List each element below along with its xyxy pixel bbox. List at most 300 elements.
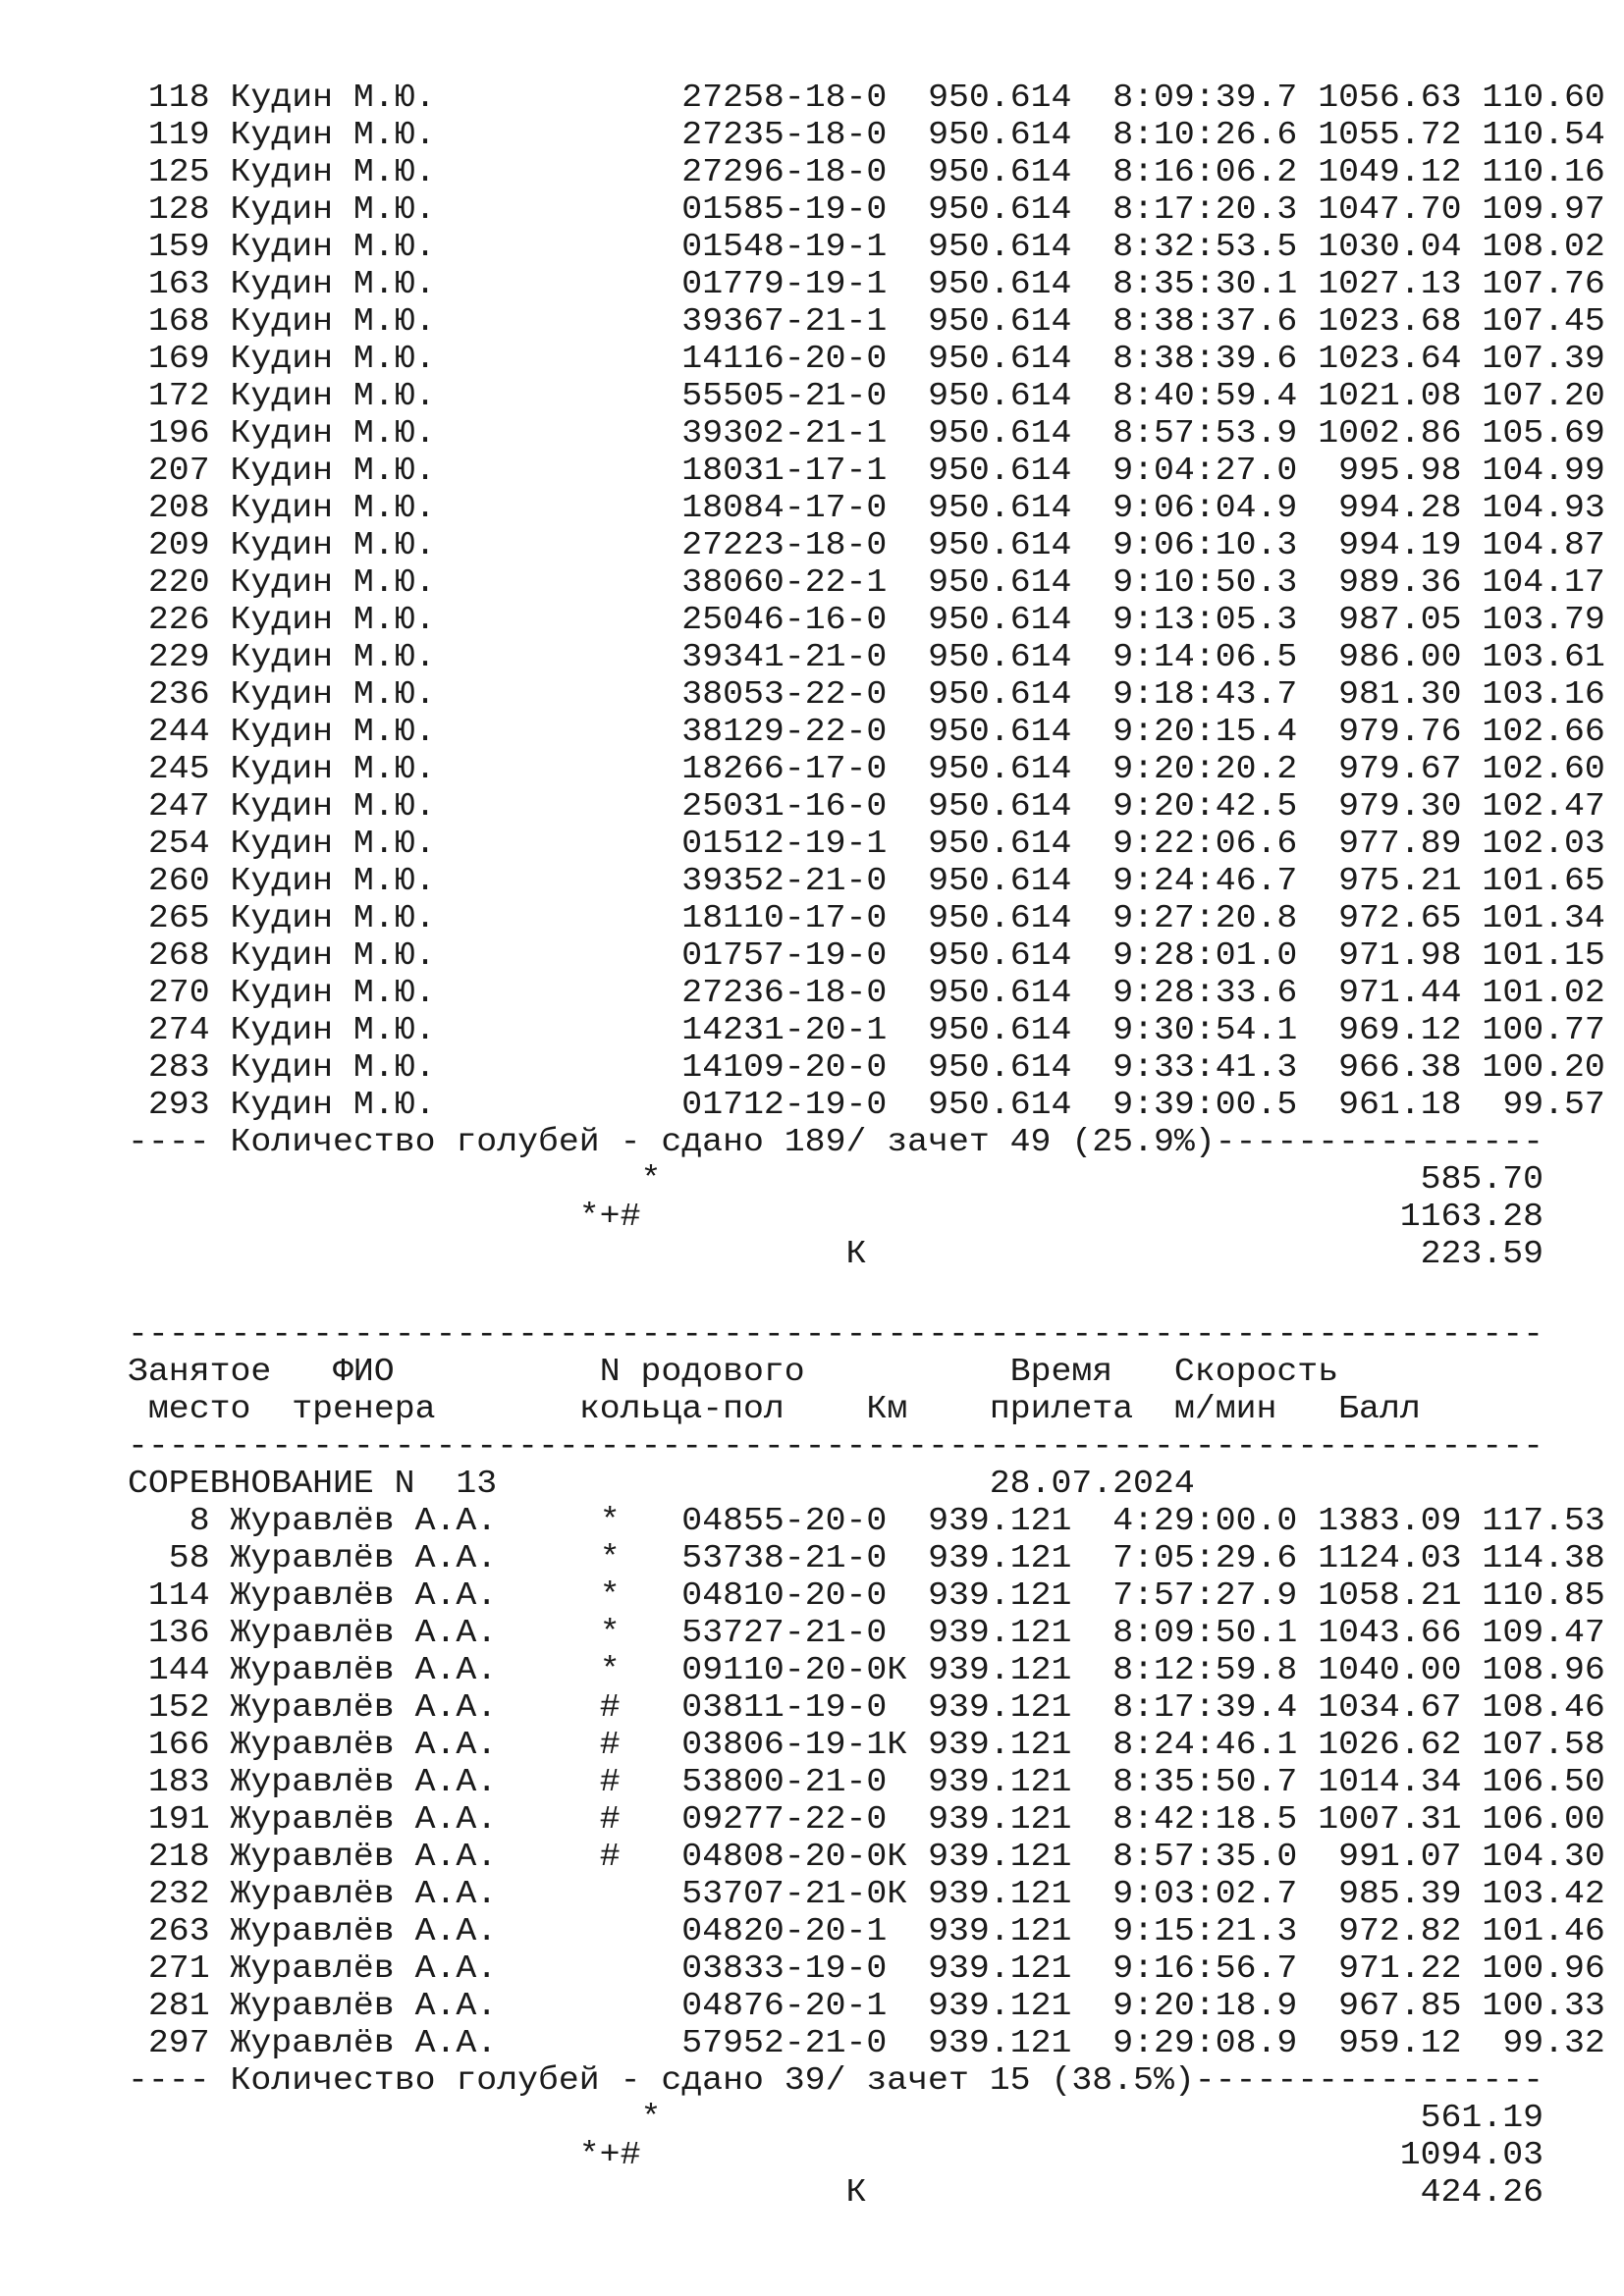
table-row — [128, 190, 1605, 228]
arrival-time-cell: 9:16:56.7 — [1112, 1949, 1298, 1987]
score-cell: 108.46 — [1482, 1688, 1605, 1726]
distance-cell: 950.614 — [928, 638, 1072, 675]
table-row — [128, 1086, 1605, 1123]
table-row — [128, 452, 1605, 489]
ring-number-cell: 18266-17-0 — [681, 750, 908, 787]
trainer-name-cell: Журавлёв А.А. — [230, 1763, 518, 1800]
distance-cell: 950.614 — [928, 1048, 1072, 1086]
place-cell: 152 — [128, 1688, 210, 1726]
table-row — [128, 750, 1605, 787]
trainer-name-cell: Кудин М.Ю. — [230, 190, 518, 228]
score-cell: 105.69 — [1482, 414, 1605, 452]
trainer-name-cell: Журавлёв А.А. — [230, 1838, 518, 1875]
speed-cell: 1058.21 — [1318, 1576, 1462, 1614]
score-cell: 103.79 — [1482, 601, 1605, 638]
table-row — [128, 1614, 1605, 1651]
trainer-name-cell: Журавлёв А.А. — [230, 1576, 518, 1614]
arrival-time-cell: 8:24:46.1 — [1112, 1726, 1298, 1763]
ring-number-cell: 03811-19-0 — [681, 1688, 908, 1726]
ring-number-cell: 53727-21-0 — [681, 1614, 908, 1651]
speed-cell: 971.44 — [1318, 974, 1462, 1011]
score-cell: 104.17 — [1482, 563, 1605, 601]
score-cell: 117.53 — [1482, 1502, 1605, 1539]
speed-cell: 1007.31 — [1318, 1800, 1462, 1838]
distance-cell: 939.121 — [928, 1576, 1072, 1614]
score-cell: 102.03 — [1482, 825, 1605, 862]
arrival-time-cell: 9:03:02.7 — [1112, 1875, 1298, 1912]
distance-cell: 950.614 — [928, 340, 1072, 377]
score-cell: 100.33 — [1482, 1987, 1605, 2024]
total-line — [128, 2136, 1543, 2173]
distance-cell: 950.614 — [928, 899, 1072, 936]
score-cell: 104.30 — [1482, 1838, 1605, 1875]
ring-number-cell: 38129-22-0 — [681, 713, 908, 750]
distance-cell: 939.121 — [928, 1688, 1072, 1726]
place-cell: 118 — [128, 79, 210, 116]
mark-cell: * — [599, 1502, 621, 1539]
distance-cell: 939.121 — [928, 1651, 1072, 1688]
table-row — [128, 1011, 1605, 1048]
speed-cell: 1034.67 — [1318, 1688, 1462, 1726]
header-speed-2: м/мин — [1173, 1390, 1277, 1427]
summary-line: ---- Количество голубей - сдано 39/ зачет 15 (38.5%)----------------- — [128, 2061, 1544, 2099]
trainer-name-cell: Кудин М.Ю. — [230, 452, 518, 489]
speed-cell: 977.89 — [1318, 825, 1462, 862]
place-cell: 172 — [128, 377, 210, 414]
place-cell: 8 — [128, 1502, 210, 1539]
header-score: Балл — [1338, 1390, 1421, 1427]
table-row — [128, 1048, 1605, 1086]
table-row — [128, 414, 1605, 452]
arrival-time-cell: 8:17:39.4 — [1112, 1688, 1298, 1726]
speed-cell: 1056.63 — [1318, 79, 1462, 116]
trainer-name-cell: Журавлёв А.А. — [230, 1539, 518, 1576]
speed-cell: 1040.00 — [1318, 1651, 1462, 1688]
distance-cell: 939.121 — [928, 1949, 1072, 1987]
header-speed: Скорость — [1173, 1353, 1339, 1390]
ring-number-cell: 01585-19-0 — [681, 190, 908, 228]
mark-cell: # — [599, 1800, 621, 1838]
table-row — [128, 2024, 1605, 2061]
table-row — [128, 1688, 1605, 1726]
trainer-name-cell: Кудин М.Ю. — [230, 1086, 518, 1123]
arrival-time-cell: 9:24:46.7 — [1112, 862, 1298, 899]
ring-number-cell: 53800-21-0 — [681, 1763, 908, 1800]
score-cell: 101.34 — [1482, 899, 1605, 936]
trainer-name-cell: Кудин М.Ю. — [230, 526, 518, 563]
place-cell: 270 — [128, 974, 210, 1011]
place-cell: 218 — [128, 1838, 210, 1875]
distance-cell: 939.121 — [928, 1912, 1072, 1949]
distance-cell: 950.614 — [928, 787, 1072, 825]
place-cell: 136 — [128, 1614, 210, 1651]
distance-cell: 950.614 — [928, 1011, 1072, 1048]
arrival-time-cell: 9:28:33.6 — [1112, 974, 1298, 1011]
mark-cell: * — [599, 1651, 621, 1688]
speed-cell: 975.21 — [1318, 862, 1462, 899]
place-cell: 58 — [128, 1539, 210, 1576]
arrival-time-cell: 8:40:59.4 — [1112, 377, 1298, 414]
arrival-time-cell: 8:10:26.6 — [1112, 116, 1298, 153]
speed-cell: 1124.03 — [1318, 1539, 1462, 1576]
arrival-time-cell: 9:06:10.3 — [1112, 526, 1298, 563]
ring-number-cell: 53738-21-0 — [681, 1539, 908, 1576]
distance-cell: 950.614 — [928, 1086, 1072, 1123]
arrival-time-cell: 9:18:43.7 — [1112, 675, 1298, 713]
trainer-name-cell: Кудин М.Ю. — [230, 936, 518, 974]
table-row — [128, 1875, 1605, 1912]
total-value: 585.70 — [1420, 1160, 1544, 1198]
ring-number-cell: 39302-21-1 — [681, 414, 908, 452]
total-symbol: * — [640, 2099, 662, 2136]
distance-cell: 950.614 — [928, 452, 1072, 489]
score-cell: 109.47 — [1482, 1614, 1605, 1651]
score-cell: 101.15 — [1482, 936, 1605, 974]
table-row — [128, 899, 1605, 936]
distance-cell: 950.614 — [928, 526, 1072, 563]
speed-cell: 1027.13 — [1318, 265, 1462, 302]
trainer-name-cell: Кудин М.Ю. — [230, 116, 518, 153]
total-value: 561.19 — [1420, 2099, 1544, 2136]
mark-cell: * — [599, 1539, 621, 1576]
arrival-time-cell: 4:29:00.0 — [1112, 1502, 1298, 1539]
table-row — [128, 1838, 1605, 1875]
distance-cell: 939.121 — [928, 1726, 1072, 1763]
arrival-time-cell: 8:57:35.0 — [1112, 1838, 1298, 1875]
place-cell: 245 — [128, 750, 210, 787]
speed-cell: 979.30 — [1318, 787, 1462, 825]
distance-cell: 950.614 — [928, 713, 1072, 750]
ring-number-cell: 25046-16-0 — [681, 601, 908, 638]
distance-cell: 950.614 — [928, 936, 1072, 974]
speed-cell: 971.22 — [1318, 1949, 1462, 1987]
competition-date: 28.07.2024 — [989, 1465, 1195, 1502]
total-line — [128, 1160, 1543, 1198]
trainer-name-cell: Кудин М.Ю. — [230, 862, 518, 899]
place-cell: 254 — [128, 825, 210, 862]
place-cell: 168 — [128, 302, 210, 340]
speed-cell: 1026.62 — [1318, 1726, 1462, 1763]
distance-cell: 950.614 — [928, 265, 1072, 302]
ring-number-cell: 04820-20-1 — [681, 1912, 908, 1949]
trainer-name-cell: Кудин М.Ю. — [230, 340, 518, 377]
summary-line: ---- Количество голубей - сдано 189/ зачет 49 (25.9%)---------------- — [128, 1123, 1544, 1160]
score-cell: 103.42 — [1482, 1875, 1605, 1912]
table-row — [128, 1912, 1605, 1949]
table-row — [128, 862, 1605, 899]
table-row — [128, 825, 1605, 862]
column-header-row-2 — [128, 1390, 1421, 1427]
trainer-name-cell: Кудин М.Ю. — [230, 489, 518, 526]
distance-cell: 950.614 — [928, 377, 1072, 414]
ring-number-cell: 01512-19-1 — [681, 825, 908, 862]
distance-cell: 950.614 — [928, 228, 1072, 265]
distance-cell: 950.614 — [928, 974, 1072, 1011]
place-cell: 268 — [128, 936, 210, 974]
speed-cell: 1014.34 — [1318, 1763, 1462, 1800]
header-time: Время — [1009, 1353, 1113, 1390]
score-cell: 100.96 — [1482, 1949, 1605, 1987]
place-cell: 119 — [128, 116, 210, 153]
place-cell: 265 — [128, 899, 210, 936]
distance-cell: 950.614 — [928, 601, 1072, 638]
ring-number-cell: 53707-21-0К — [681, 1875, 908, 1912]
table-row — [128, 601, 1605, 638]
ring-number-cell: 25031-16-0 — [681, 787, 908, 825]
place-cell: 209 — [128, 526, 210, 563]
trainer-name-cell: Кудин М.Ю. — [230, 302, 518, 340]
trainer-name-cell: Кудин М.Ю. — [230, 563, 518, 601]
speed-cell: 967.85 — [1318, 1987, 1462, 2024]
arrival-time-cell: 9:20:18.9 — [1112, 1987, 1298, 2024]
distance-cell: 950.614 — [928, 825, 1072, 862]
total-line — [128, 1198, 1543, 1235]
speed-cell: 1055.72 — [1318, 116, 1462, 153]
separator-line: --------------------------------------------------------------------- — [128, 1315, 1544, 1353]
arrival-time-cell: 9:04:27.0 — [1112, 452, 1298, 489]
trainer-name-cell: Кудин М.Ю. — [230, 787, 518, 825]
trainer-name-cell: Журавлёв А.А. — [230, 1688, 518, 1726]
trainer-name-cell: Журавлёв А.А. — [230, 1875, 518, 1912]
mark-cell: # — [599, 1726, 621, 1763]
speed-cell: 991.07 — [1318, 1838, 1462, 1875]
arrival-time-cell: 8:32:53.5 — [1112, 228, 1298, 265]
place-cell: 244 — [128, 713, 210, 750]
distance-cell: 939.121 — [928, 1763, 1072, 1800]
header-time-2: прилета — [989, 1390, 1134, 1427]
arrival-time-cell: 7:05:29.6 — [1112, 1539, 1298, 1576]
competition-title — [128, 1465, 1195, 1502]
trainer-name-cell: Кудин М.Ю. — [230, 228, 518, 265]
trainer-name-cell: Журавлёв А.А. — [230, 1726, 518, 1763]
header-place-2: место — [147, 1390, 251, 1427]
total-line — [128, 2173, 1543, 2211]
total-line — [128, 2099, 1543, 2136]
header-ring-2: кольца-пол — [578, 1390, 785, 1427]
ring-number-cell: 38053-22-0 — [681, 675, 908, 713]
ring-number-cell: 09110-20-0К — [681, 1651, 908, 1688]
ring-number-cell: 01779-19-1 — [681, 265, 908, 302]
score-cell: 107.45 — [1482, 302, 1605, 340]
ring-number-cell: 57952-21-0 — [681, 2024, 908, 2061]
score-cell: 107.20 — [1482, 377, 1605, 414]
table-row — [128, 1539, 1605, 1576]
distance-cell: 950.614 — [928, 563, 1072, 601]
speed-cell: 986.00 — [1318, 638, 1462, 675]
speed-cell: 981.30 — [1318, 675, 1462, 713]
trainer-name-cell: Кудин М.Ю. — [230, 1011, 518, 1048]
table-row — [128, 974, 1605, 1011]
score-cell: 100.77 — [1482, 1011, 1605, 1048]
speed-cell: 966.38 — [1318, 1048, 1462, 1086]
score-cell: 102.60 — [1482, 750, 1605, 787]
header-place: Занятое — [128, 1353, 272, 1390]
table-row — [128, 265, 1605, 302]
distance-cell: 950.614 — [928, 79, 1072, 116]
place-cell: 128 — [128, 190, 210, 228]
score-cell: 101.02 — [1482, 974, 1605, 1011]
ring-number-cell: 03806-19-1К — [681, 1726, 908, 1763]
speed-cell: 1383.09 — [1318, 1502, 1462, 1539]
trainer-name-cell: Кудин М.Ю. — [230, 414, 518, 452]
score-cell: 114.38 — [1482, 1539, 1605, 1576]
ring-number-cell: 04808-20-0К — [681, 1838, 908, 1875]
place-cell: 232 — [128, 1875, 210, 1912]
total-line — [128, 1235, 1543, 1272]
score-cell: 110.54 — [1482, 116, 1605, 153]
score-cell: 110.85 — [1482, 1576, 1605, 1614]
place-cell: 283 — [128, 1048, 210, 1086]
arrival-time-cell: 8:17:20.3 — [1112, 190, 1298, 228]
place-cell: 159 — [128, 228, 210, 265]
arrival-time-cell: 9:14:06.5 — [1112, 638, 1298, 675]
arrival-time-cell: 8:35:50.7 — [1112, 1763, 1298, 1800]
table-row — [128, 489, 1605, 526]
speed-cell: 979.67 — [1318, 750, 1462, 787]
table-row — [128, 936, 1605, 974]
speed-cell: 1043.66 — [1318, 1614, 1462, 1651]
arrival-time-cell: 8:38:37.6 — [1112, 302, 1298, 340]
place-cell: 166 — [128, 1726, 210, 1763]
trainer-name-cell: Кудин М.Ю. — [230, 265, 518, 302]
trainer-name-cell: Журавлёв А.А. — [230, 1502, 518, 1539]
arrival-time-cell: 9:39:00.5 — [1112, 1086, 1298, 1123]
table-row — [128, 638, 1605, 675]
score-cell: 110.16 — [1482, 153, 1605, 190]
ring-number-cell: 39341-21-0 — [681, 638, 908, 675]
arrival-time-cell: 8:09:50.1 — [1112, 1614, 1298, 1651]
ring-number-cell: 27236-18-0 — [681, 974, 908, 1011]
score-cell: 102.47 — [1482, 787, 1605, 825]
trainer-name-cell: Кудин М.Ю. — [230, 825, 518, 862]
arrival-time-cell: 9:28:01.0 — [1112, 936, 1298, 974]
trainer-name-cell: Кудин М.Ю. — [230, 974, 518, 1011]
table-row — [128, 116, 1605, 153]
total-symbol: *+# — [578, 1198, 641, 1235]
mark-cell: # — [599, 1838, 621, 1875]
score-cell: 104.87 — [1482, 526, 1605, 563]
score-cell: 107.76 — [1482, 265, 1605, 302]
ring-number-cell: 09277-22-0 — [681, 1800, 908, 1838]
distance-cell: 939.121 — [928, 1614, 1072, 1651]
table-row — [128, 1502, 1605, 1539]
table-row — [128, 675, 1605, 713]
trainer-name-cell: Кудин М.Ю. — [230, 750, 518, 787]
place-cell: 191 — [128, 1800, 210, 1838]
place-cell: 144 — [128, 1651, 210, 1688]
ring-number-cell: 04876-20-1 — [681, 1987, 908, 2024]
ring-number-cell: 27223-18-0 — [681, 526, 908, 563]
distance-cell: 950.614 — [928, 302, 1072, 340]
arrival-time-cell: 8:38:39.6 — [1112, 340, 1298, 377]
arrival-time-cell: 9:20:15.4 — [1112, 713, 1298, 750]
competition-name: СОРЕВНОВАНИЕ N 13 — [128, 1465, 498, 1502]
place-cell: 125 — [128, 153, 210, 190]
ring-number-cell: 27235-18-0 — [681, 116, 908, 153]
arrival-time-cell: 9:33:41.3 — [1112, 1048, 1298, 1086]
trainer-name-cell: Кудин М.Ю. — [230, 601, 518, 638]
trainer-name-cell: Журавлёв А.А. — [230, 1987, 518, 2024]
distance-cell: 950.614 — [928, 153, 1072, 190]
speed-cell: 1049.12 — [1318, 153, 1462, 190]
score-cell: 109.97 — [1482, 190, 1605, 228]
arrival-time-cell: 8:35:30.1 — [1112, 265, 1298, 302]
header-km: Км — [866, 1390, 908, 1427]
table-row — [128, 340, 1605, 377]
place-cell: 260 — [128, 862, 210, 899]
score-cell: 108.02 — [1482, 228, 1605, 265]
ring-number-cell: 18031-17-1 — [681, 452, 908, 489]
speed-cell: 994.19 — [1318, 526, 1462, 563]
place-cell: 247 — [128, 787, 210, 825]
place-cell: 169 — [128, 340, 210, 377]
column-header-row-1 — [128, 1353, 1338, 1390]
distance-cell: 950.614 — [928, 862, 1072, 899]
total-value: 424.26 — [1420, 2173, 1544, 2211]
score-cell: 110.60 — [1482, 79, 1605, 116]
total-symbol: * — [640, 1160, 662, 1198]
ring-number-cell: 39352-21-0 — [681, 862, 908, 899]
distance-cell: 939.121 — [928, 1539, 1072, 1576]
mark-cell: * — [599, 1614, 621, 1651]
ring-number-cell: 03833-19-0 — [681, 1949, 908, 1987]
place-cell: 196 — [128, 414, 210, 452]
place-cell: 293 — [128, 1086, 210, 1123]
place-cell: 226 — [128, 601, 210, 638]
distance-cell: 939.121 — [928, 1875, 1072, 1912]
arrival-time-cell: 8:12:59.8 — [1112, 1651, 1298, 1688]
arrival-time-cell: 9:30:54.1 — [1112, 1011, 1298, 1048]
speed-cell: 979.76 — [1318, 713, 1462, 750]
summary-text: Количество голубей - сдано 189/ зачет 49 (25.9%) — [230, 1123, 1216, 1160]
distance-cell: 939.121 — [928, 1838, 1072, 1875]
separator-line: --------------------------------------------------------------------- — [128, 1427, 1544, 1465]
distance-cell: 939.121 — [928, 1987, 1072, 2024]
speed-cell: 987.05 — [1318, 601, 1462, 638]
place-cell: 271 — [128, 1949, 210, 1987]
table-row — [128, 1800, 1605, 1838]
table-row — [128, 1651, 1605, 1688]
ring-number-cell: 18110-17-0 — [681, 899, 908, 936]
header-ring: N родового — [599, 1353, 805, 1390]
place-cell: 208 — [128, 489, 210, 526]
trainer-name-cell: Журавлёв А.А. — [230, 1614, 518, 1651]
score-cell: 100.20 — [1482, 1048, 1605, 1086]
distance-cell: 950.614 — [928, 489, 1072, 526]
ring-number-cell: 04810-20-0 — [681, 1576, 908, 1614]
table-row — [128, 79, 1605, 116]
distance-cell: 950.614 — [928, 116, 1072, 153]
trainer-name-cell: Журавлёв А.А. — [230, 1949, 518, 1987]
score-cell: 103.16 — [1482, 675, 1605, 713]
trainer-name-cell: Кудин М.Ю. — [230, 899, 518, 936]
score-cell: 107.39 — [1482, 340, 1605, 377]
place-cell: 163 — [128, 265, 210, 302]
arrival-time-cell: 9:29:08.9 — [1112, 2024, 1298, 2061]
distance-cell: 950.614 — [928, 750, 1072, 787]
place-cell: 220 — [128, 563, 210, 601]
trainer-name-cell: Кудин М.Ю. — [230, 1048, 518, 1086]
mark-cell: # — [599, 1688, 621, 1726]
trainer-name-cell: Кудин М.Ю. — [230, 79, 518, 116]
arrival-time-cell: 8:16:06.2 — [1112, 153, 1298, 190]
place-cell: 183 — [128, 1763, 210, 1800]
score-cell: 106.50 — [1482, 1763, 1605, 1800]
arrival-time-cell: 7:57:27.9 — [1112, 1576, 1298, 1614]
speed-cell: 969.12 — [1318, 1011, 1462, 1048]
table-row — [128, 1987, 1605, 2024]
distance-cell: 939.121 — [928, 2024, 1072, 2061]
